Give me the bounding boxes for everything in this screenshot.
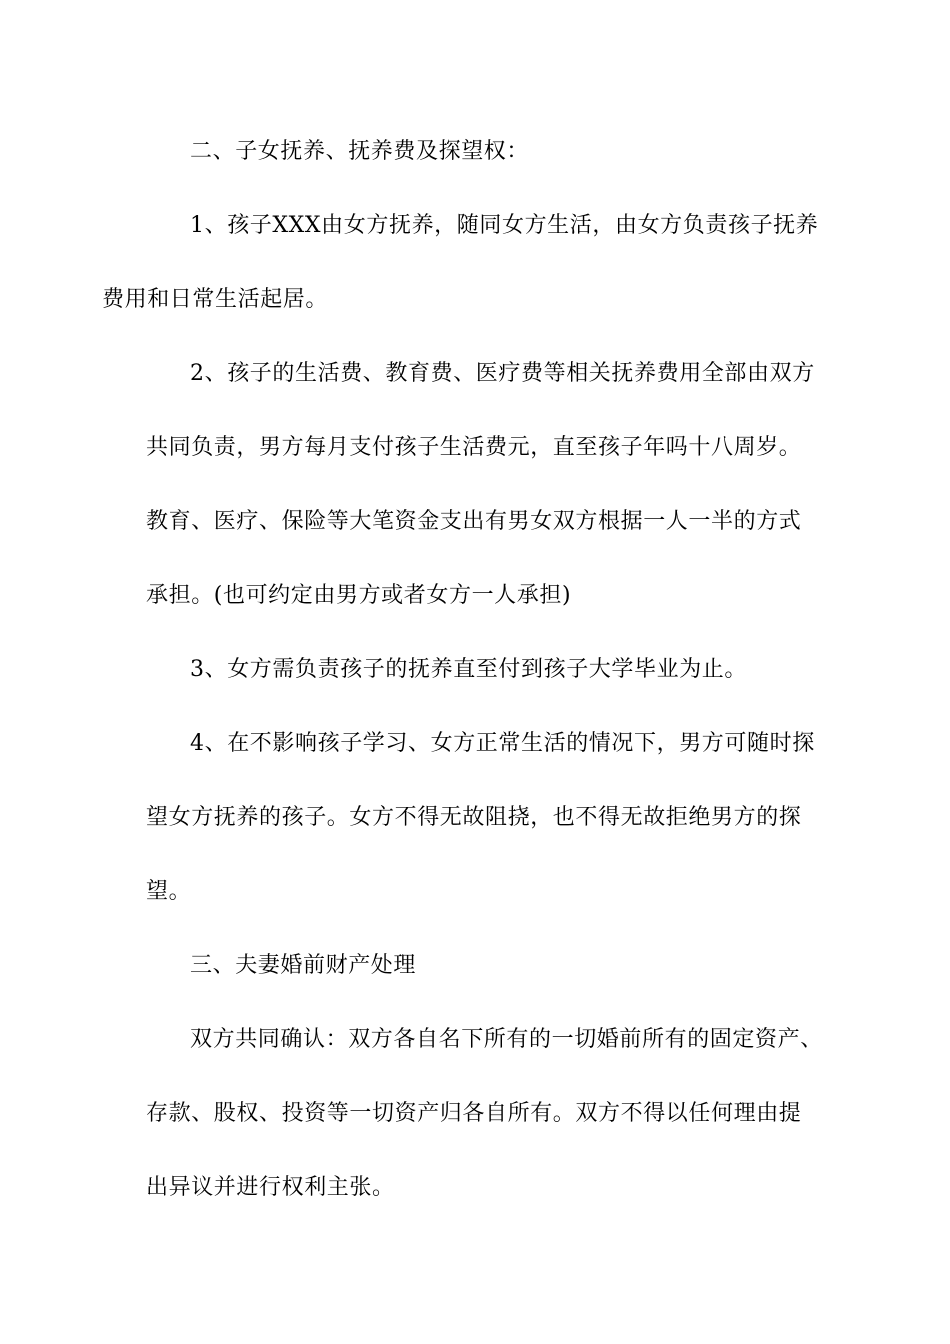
item-2-paragraph — [146, 355, 815, 614]
text-line: 费用和日常生活起居。 — [102, 287, 329, 312]
text-line: 2、孩子的生活费、教育费、医疗费等相关抚养费用全部由双方 — [190, 361, 815, 386]
item-1-paragraph — [102, 207, 819, 318]
text-line: 教育、医疗、保险等大笔资金支出有男女双方根据一人一半的方式 — [146, 509, 802, 534]
item-3-paragraph — [146, 651, 808, 688]
text-line: 双方共同确认：双方各自名下所有的一切婚前所有的固定资产、 — [190, 1027, 823, 1052]
section-3-heading — [146, 947, 808, 984]
text-line: 承担。(也可约定由男方或者女方一人承担) — [146, 583, 572, 608]
text-line: 4、在不影响孩子学习、女方正常生活的情况下，男方可随时探 — [190, 731, 815, 756]
text-line: 出异议并进行权利主张。 — [146, 1175, 395, 1200]
section-2-heading — [146, 133, 808, 170]
text-line: 3、女方需负责孩子的抚养直至付到孩子大学毕业为止。 — [190, 657, 747, 682]
text-line: 1、孩子XXX由女方抚养，随同女方生活，由女方负责孩子抚养 — [190, 213, 819, 238]
text-line: 望女方抚养的孩子。女方不得无故阻挠，也不得无故拒绝男方的探 — [146, 805, 802, 830]
text-line: 存款、股权、投资等一切资产归各自所有。双方不得以任何理由提 — [146, 1101, 802, 1126]
text-line: 望。 — [146, 879, 192, 904]
text-line: 三、夫妻婚前财产处理 — [190, 953, 417, 978]
section-3-paragraph — [146, 1021, 823, 1206]
item-4-paragraph — [146, 725, 815, 910]
text-line: 二、子女抚养、抚养费及探望权： — [190, 139, 530, 164]
document-body — [102, 133, 823, 1243]
text-line: 共同负责，男方每月支付孩子生活费元，直至孩子年吗十八周岁。 — [146, 435, 802, 460]
